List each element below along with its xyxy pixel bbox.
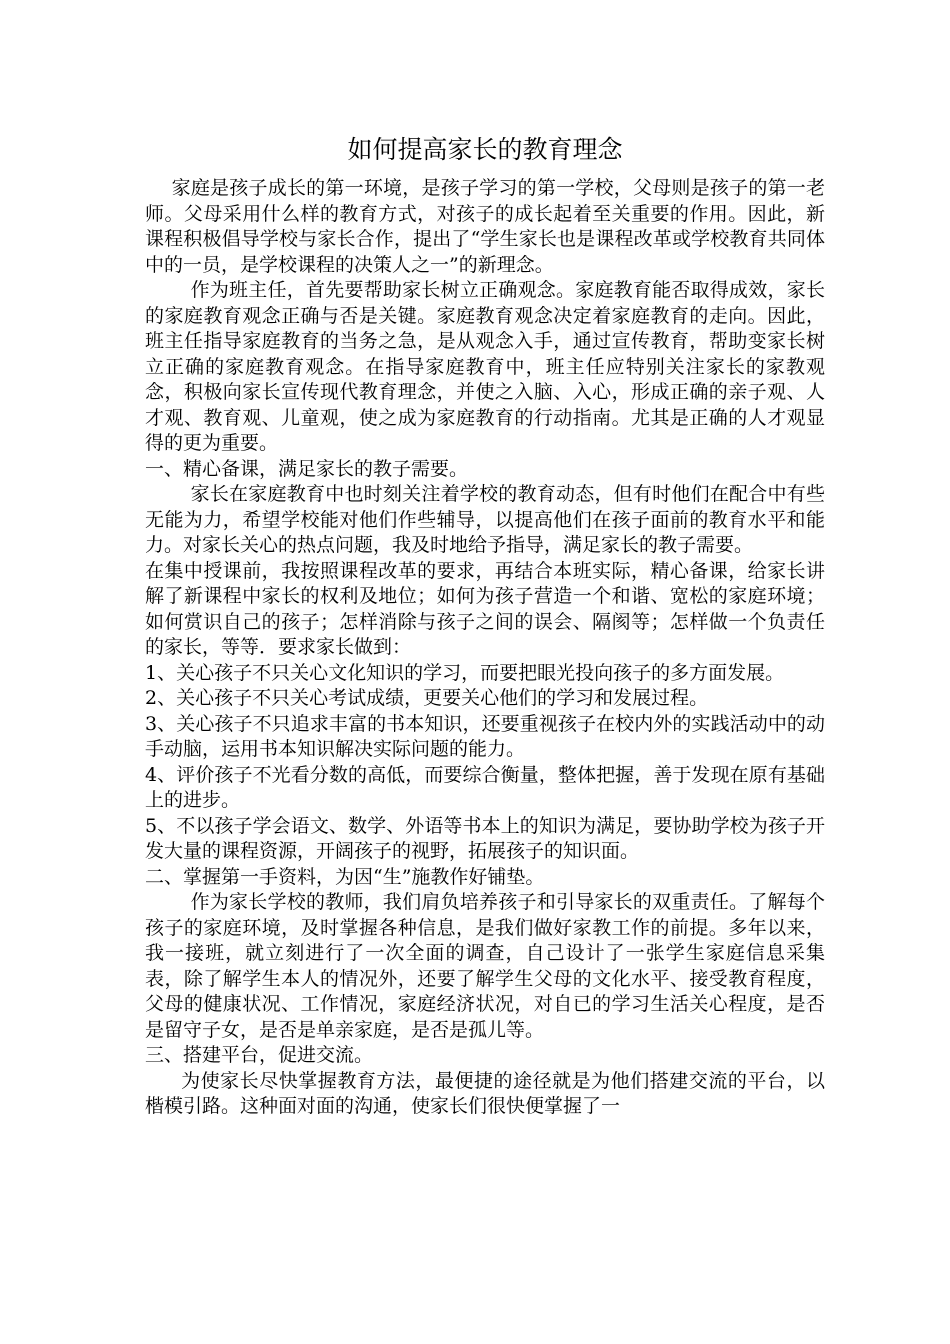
document-title: 如何提高家长的教育理念 <box>347 135 623 164</box>
document-page <box>145 130 825 1120</box>
list-item-5: 5、不以孩子学会语文、数学、外语等书本上的知识为满足，要协助学校为孩子开发大量的课程资源，开阔孩子的视野，拓展孩子的知识面。 <box>145 814 825 862</box>
list-item-4: 4、评价孩子不光看分数的高低，而要综合衡量，整体把握，善于发现在原有基础上的进步。 <box>145 763 825 811</box>
paragraph-intro: 家庭是孩子成长的第一环境，是孩子学习的第一学校，父母则是孩子的第一老师。父母采用什么样的教育方式，对孩子的成长起着至关重要的作用。因此，新课程积极倡导学校与家长合作，提出了“学生家长也是课程改革或学校教育共同体中的一员，是学校课程的决策人之一”的新理念。 <box>145 177 825 276</box>
paragraph-platform: 为使家长尽快掌握教育方法，最便捷的途径就是为他们搭建交流的平台，以楷模引路。这种面对面的沟通，使家长们很快便掌握了一 <box>145 1069 825 1117</box>
section-heading-3: 三、搭建平台，促进交流。 <box>145 1044 374 1066</box>
list-item-2: 2、关心孩子不只关心考试成绩，更要关心他们的学习和发展过程。 <box>145 687 709 709</box>
section-heading-1: 一、精心备课，满足家长的教子需要。 <box>145 457 469 480</box>
paragraph-lesson-preparation: 在集中授课前，我按照课程改革的要求，再结合本班实际，精心备课，给家长讲解了新课程中家长的权利及地位；如何为孩子营造一个和谐、宽松的家庭环境；如何赏识自己的孩子；怎样消除与孩子之间的误会、隔阂等；怎样做一个负责任的家长，等等．要求家长做到： <box>145 559 825 658</box>
list-item-1: 1、关心孩子不只关心文化知识的学习，而要把眼光投向孩子的多方面发展。 <box>145 661 785 684</box>
list-item-3: 3、关心孩子不只追求丰富的书本知识，还要重视孩子在校内外的实践活动中的动手动脑，运用书本知识解决实际问题的能力。 <box>145 712 825 760</box>
section-heading-2: 二、掌握第一手资料，为因“生”施教作好铺垫。 <box>145 865 545 888</box>
paragraph-parents-attention: 家长在家庭教育中也时刻关注着学校的教育动态，但有时他们在配合中有些无能为力，希望学校能对他们作些辅导，以提高他们在孩子面前的教育水平和能力。对家长关心的热点问题，我及时地给予指导，满足家长的教子需要。 <box>145 483 825 556</box>
paragraph-head-teacher: 作为班主任，首先要帮助家长树立正确观念。家庭教育能否取得成效，家长的家庭教育观念正确与否是关键。家庭教育观念决定着家庭教育的走向。因此，班主任指导家庭教育的当务之急，是从观念入手，通过宣传教育，帮助变家长树立正确的家庭教育观念。在指导家庭教育中，班主任应特别关注家长的家教观念，积极向家长宣传现代教育理念，并使之入脑、入心，形成正确的亲子观、人才观、教育观、儿童观，使之成为家庭教育的行动指南。尤其是正确的人才观显得的更为重要。 <box>145 279 825 454</box>
paragraph-first-hand-info: 作为家长学校的教师，我们肩负培养孩子和引导家长的双重责任。了解每个孩子的家庭环境，及时掌握各种信息，是我们做好家教工作的前提。多年以来，我一接班，就立刻进行了一次全面的调查，自己设计了一张学生家庭信息采集表，除了解学生本人的情况外，还要了解学生父母的文化水平、接受教育程度，父母的健康状况、工作情况，家庭经济状况，对自已的学习生活关心程度，是否是留守子女，是否是单亲家庭，是否是孤儿等。 <box>145 891 825 1041</box>
